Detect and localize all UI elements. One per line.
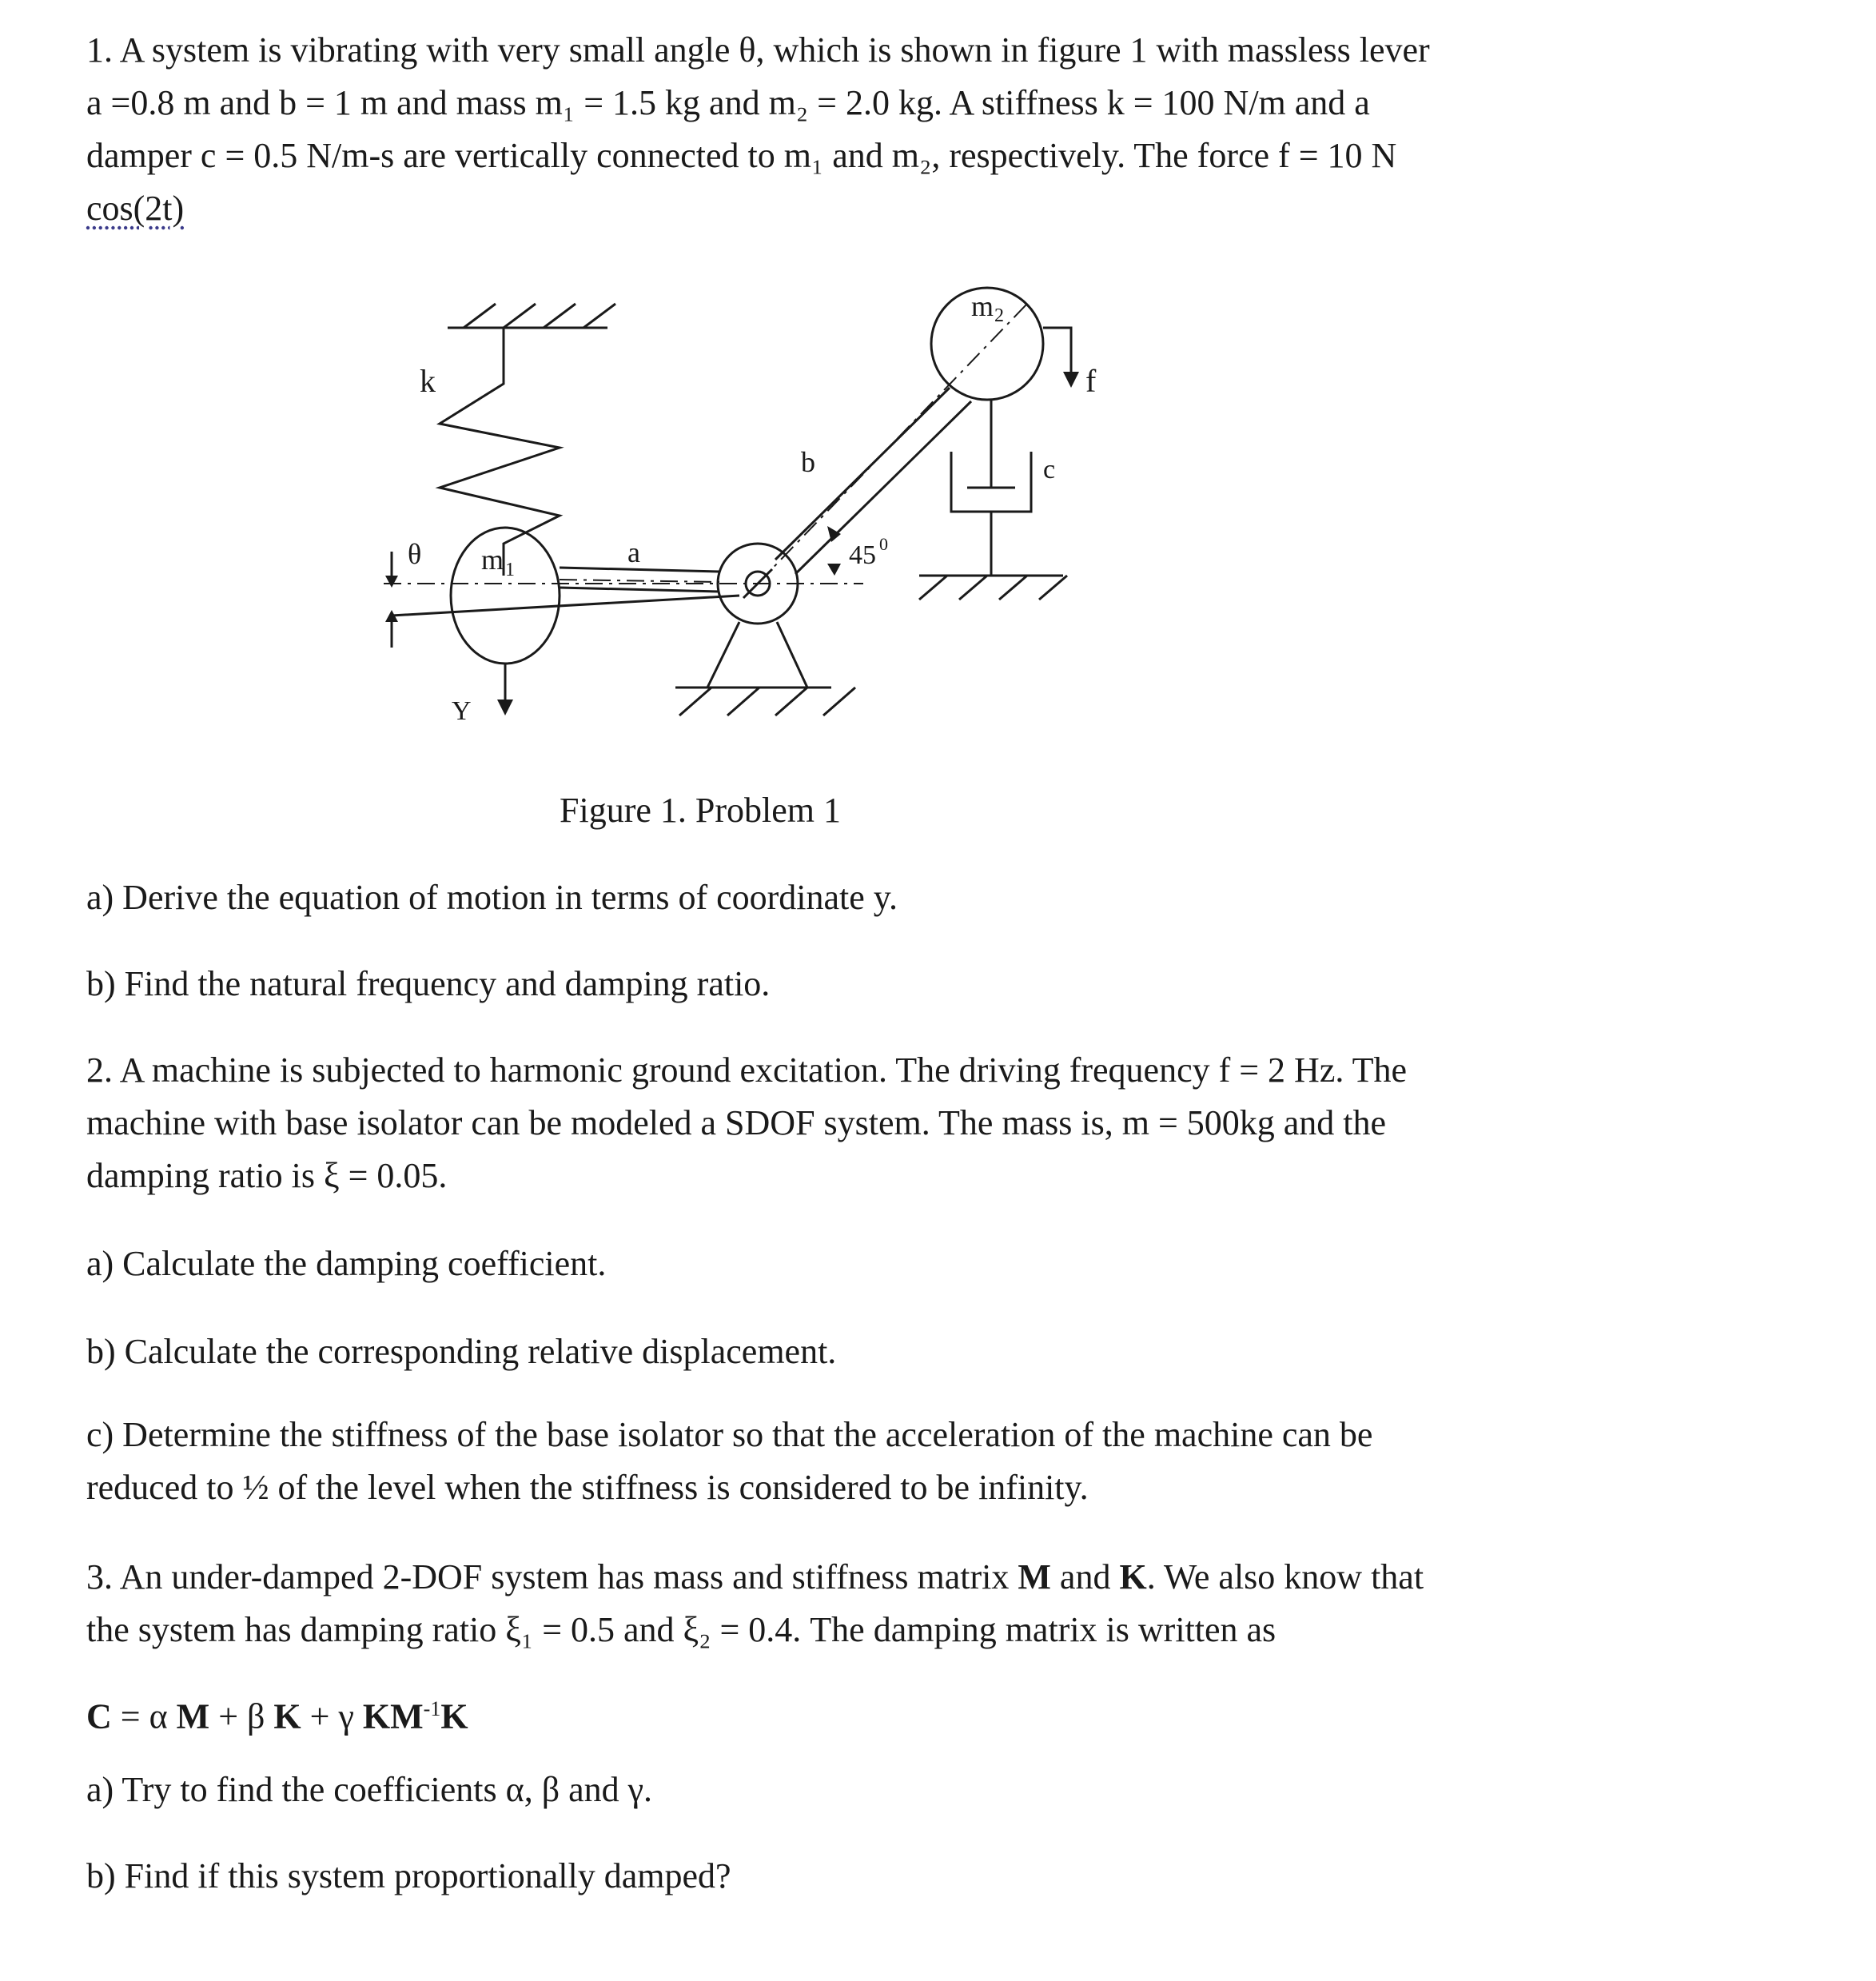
eq-C: C	[86, 1696, 112, 1736]
angle-arrowhead-lower	[827, 564, 841, 576]
eq-K: K	[273, 1696, 301, 1736]
problem1-part-b-text: b) Find the natural frequency and damping ratio.	[86, 964, 771, 1003]
top-wall-hatch-1	[464, 304, 496, 328]
centerline-lever-a	[560, 580, 719, 582]
label-theta: θ	[408, 538, 422, 570]
matrix-M: M	[1018, 1557, 1051, 1596]
problem1-part-a-text: a) Derive the equation of motion in terms of coordinate y.	[86, 878, 898, 917]
problem1-line-2: a =0.8 m and b = 1 m and mass m₁ = 1.5 kg and m₂ = 2.0 kg. A stiffness k = 100 N/m and a	[86, 83, 1370, 122]
label-m2: m	[971, 290, 994, 322]
problem2-part-c-line-2: reduced to ½ of the level when the stiffness is considered to be infinity.	[86, 1468, 1089, 1507]
pivot-support	[707, 622, 807, 688]
force-f-arrowhead	[1063, 372, 1079, 388]
ground-damper-hatch-4	[1039, 576, 1067, 600]
mass-m1	[451, 528, 560, 664]
ground-pivot-hatch-1	[679, 688, 711, 715]
problem2-part-c-line-1: c) Determine the stiffness of the base isolator so that the acceleration of the machine can be	[86, 1415, 1373, 1454]
problem2-line-1: 2. A machine is subjected to harmonic ground excitation. The driving frequency f = 2 Hz. The	[86, 1050, 1407, 1090]
eq-KM: KM	[362, 1696, 424, 1736]
top-wall-hatch-4	[584, 304, 615, 328]
ground-damper-hatch-3	[999, 576, 1027, 600]
centerline-lever-b	[758, 304, 1027, 584]
label-angle: 45	[849, 540, 876, 570]
problem1-text	[86, 24, 1685, 235]
problem2-line-2: machine with base isolator can be modeled a SDOF system. The mass is, m = 500kg and the	[86, 1103, 1387, 1142]
problem3-part-b	[86, 1850, 1685, 1903]
label-f: f	[1085, 363, 1097, 399]
label-m1-sub: 1	[505, 560, 515, 580]
problem1-part-b	[86, 958, 1685, 1010]
problem3-and: and	[1050, 1557, 1120, 1596]
spring-k	[440, 328, 560, 576]
ground-pivot-hatch-2	[727, 688, 759, 715]
problem2-part-b	[86, 1325, 1685, 1378]
eq-alpha: = α	[111, 1696, 177, 1736]
problem2-part-b-text: b) Calculate the corresponding relative displacement.	[86, 1332, 837, 1371]
theta-arrowhead-down	[385, 576, 398, 588]
damping-equation-line	[86, 1683, 1685, 1744]
figure-1-diagram	[304, 256, 1103, 735]
lever-a-bottom	[560, 588, 719, 592]
problem2-part-a-text: a) Calculate the damping coefficient.	[86, 1244, 607, 1283]
problem3-line-1-post: . We also know that	[1146, 1557, 1424, 1596]
rotated-lever-line	[392, 596, 739, 616]
damping-equation	[86, 1683, 1685, 1744]
ground-damper-hatch-2	[959, 576, 987, 600]
label-angle-degree: 0	[879, 534, 888, 554]
label-y: Y	[452, 696, 472, 726]
problem1-part-a	[86, 871, 1685, 924]
force-f-line	[1043, 328, 1071, 376]
problem3-part-a-text: a) Try to find the coefficients α, β and γ.	[86, 1770, 653, 1809]
top-wall-hatch-2	[504, 304, 536, 328]
label-c: c	[1043, 455, 1056, 484]
ground-pivot-hatch-3	[775, 688, 807, 715]
problem3-line-1-pre: 3. An under-damped 2-DOF system has mass and stiffness matrix	[86, 1557, 1018, 1596]
top-wall-hatch-3	[544, 304, 576, 328]
problem1-line-1: 1. A system is vibrating with very small angle θ, which is shown in figure 1 with massless lever	[86, 30, 1430, 70]
problem2-part-a	[86, 1238, 1685, 1290]
problem1-cos-term: cos(2t)	[86, 189, 185, 228]
problem3-line-2: the system has damping ratio ξ₁ = 0.5 and ξ₂ = 0.4. The damping matrix is written as	[86, 1610, 1277, 1649]
eq-M: M	[176, 1696, 210, 1736]
eq-beta: + β	[209, 1696, 274, 1736]
matrix-K: K	[1119, 1557, 1147, 1596]
problem3-text	[86, 1551, 1685, 1656]
label-m2-sub: 2	[994, 305, 1004, 326]
problem1-line-4	[86, 182, 1685, 235]
label-b: b	[801, 446, 815, 478]
problem3-part-a	[86, 1764, 1685, 1816]
eq-inverse-sup: -1	[423, 1697, 441, 1720]
problem2-line-3: damping ratio is ξ = 0.05.	[86, 1156, 448, 1195]
label-a: a	[627, 536, 640, 568]
figure-caption: Figure 1. Problem 1	[560, 791, 841, 830]
eq-gamma: + γ	[301, 1696, 363, 1736]
y-arrowhead	[497, 700, 513, 715]
ground-pivot-hatch-4	[823, 688, 855, 715]
problem3-line-1	[86, 1551, 1685, 1604]
problem2-part-c	[86, 1409, 1685, 1514]
eq-K2: K	[440, 1696, 468, 1736]
problem1-line-3: damper c = 0.5 N/m-s are vertically connected to m₁ and m₂, respectively. The force f = 10 N	[86, 136, 1397, 175]
label-k: k	[420, 363, 436, 399]
problem3-part-b-text: b) Find if this system proportionally damped?	[86, 1856, 731, 1895]
label-m1: m	[481, 544, 504, 576]
ground-damper-hatch-1	[919, 576, 947, 600]
problem2-text	[86, 1044, 1685, 1202]
